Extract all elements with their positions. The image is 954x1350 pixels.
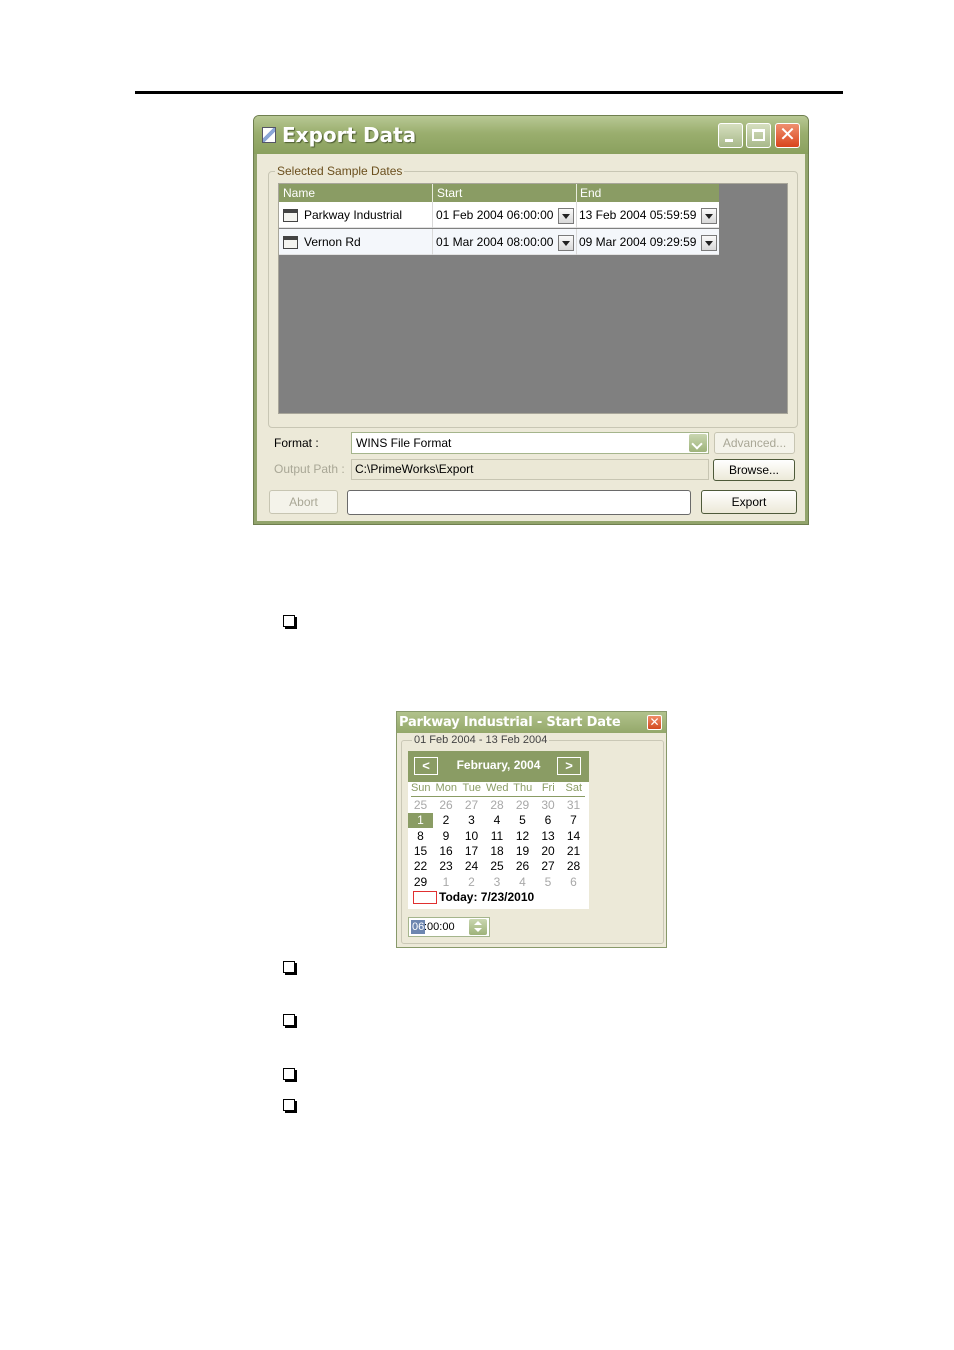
date-range-label: 01 Feb 2004 - 13 Feb 2004 (414, 734, 548, 746)
calendar-day[interactable]: 7 (570, 813, 577, 828)
close-icon: ✕ (779, 124, 796, 146)
row-start-date[interactable]: 01 Feb 2004 06:00:00 (436, 208, 554, 222)
calendar-day[interactable]: 9 (442, 828, 450, 843)
calendar-day[interactable]: 15 (413, 843, 428, 858)
time-stepper[interactable] (408, 917, 490, 937)
export-button[interactable]: Export (701, 490, 797, 514)
selected-day[interactable]: 1 (408, 813, 433, 828)
column-header-name[interactable]: Name (283, 186, 316, 200)
spinner-icon[interactable] (469, 919, 487, 935)
calendar-day[interactable]: 3 (468, 813, 475, 828)
next-month-button[interactable] (557, 757, 581, 775)
calendar-day[interactable]: 30 (541, 798, 555, 812)
today-marker[interactable] (413, 891, 437, 904)
calendar-day[interactable]: 13 (541, 828, 555, 843)
end-date-dropdown-button[interactable] (701, 235, 717, 251)
bullet-checkbox (283, 961, 295, 973)
export-progress-bar (347, 490, 691, 515)
format-value: WINS File Format (356, 436, 452, 450)
calendar-day[interactable]: 27 (541, 859, 555, 874)
calendar-day[interactable]: 21 (566, 843, 581, 858)
abort-button[interactable]: Abort (269, 490, 338, 514)
calendar-day[interactable]: 28 (490, 798, 504, 812)
time-hour-segment[interactable]: 06 (412, 921, 425, 933)
prev-month-button[interactable] (414, 757, 438, 775)
calendar-icon (283, 209, 298, 222)
maximize-button[interactable] (746, 123, 771, 148)
calendar-day[interactable]: 20 (541, 843, 555, 858)
calendar-day[interactable]: 29 (515, 798, 530, 812)
row-start-date[interactable]: 01 Mar 2004 08:00:00 (436, 235, 554, 249)
end-date-dropdown-button[interactable] (701, 208, 717, 224)
calendar-day[interactable]: 8 (417, 828, 424, 843)
export-data-window (253, 115, 809, 525)
cell-divider (576, 229, 577, 255)
month-calendar[interactable] (408, 751, 589, 909)
weekday-header (408, 782, 589, 797)
calendar-day[interactable]: 1 (442, 874, 450, 889)
weekday-label: Tue (462, 782, 482, 794)
minimize-icon (725, 139, 733, 142)
calendar-day[interactable]: 31 (566, 798, 581, 812)
row-name: Parkway Industrial (304, 208, 403, 222)
calendar-day[interactable]: 5 (544, 874, 552, 889)
close-button[interactable] (775, 123, 800, 148)
weekday-label: Sat (565, 782, 582, 794)
window-title: Export Data (282, 123, 417, 147)
calendar-day[interactable]: 4 (493, 813, 501, 828)
weekday-label: Sun (410, 782, 431, 794)
group-label: Selected Sample Dates (277, 164, 403, 178)
calendar-day[interactable]: 26 (439, 798, 453, 812)
chevron-left-icon: < (422, 758, 430, 773)
calendar-day[interactable]: 14 (566, 828, 581, 843)
month-title: February, 2004 (456, 758, 541, 772)
start-date-dropdown-button[interactable] (558, 208, 574, 224)
calendar-titlebar[interactable] (397, 712, 666, 733)
minimize-button[interactable] (718, 123, 743, 148)
row-end-date[interactable]: 09 Mar 2004 09:29:59 (579, 235, 697, 249)
row-name: Vernon Rd (304, 235, 361, 249)
time-minute-second[interactable]: :00:00 (424, 921, 455, 933)
calendar-day[interactable]: 27 (464, 798, 479, 812)
calendar-day[interactable]: 3 (493, 874, 501, 889)
calendar-icon (283, 236, 298, 249)
browse-button[interactable]: Browse... (713, 459, 795, 481)
calendar-day[interactable]: 25 (490, 859, 504, 874)
window-titlebar[interactable] (254, 116, 808, 154)
calendar-day[interactable]: 26 (515, 859, 530, 874)
column-header-end[interactable]: End (580, 186, 602, 200)
calendar-day[interactable]: 2 (468, 874, 475, 889)
calendar-day[interactable]: 11 (490, 828, 504, 843)
calendar-day[interactable]: 10 (464, 828, 479, 843)
advanced-button[interactable]: Advanced... (714, 432, 795, 454)
weekday-label: Fri (541, 782, 555, 794)
cell-divider (432, 229, 433, 255)
bullet-checkbox (283, 615, 295, 627)
today-link[interactable]: Today: 7/23/2010 (439, 890, 535, 904)
format-select[interactable] (351, 432, 709, 454)
table-header (279, 184, 719, 202)
weekday-label: Thu (513, 782, 533, 794)
month-header (408, 751, 589, 782)
cell-divider (432, 202, 433, 228)
calendar-day[interactable]: 24 (464, 859, 479, 874)
bullet-checkbox (283, 1014, 295, 1026)
calendar-day[interactable]: 25 (413, 798, 428, 812)
calendar-day[interactable]: 29 (413, 874, 428, 889)
app-icon (262, 127, 276, 143)
chevron-down-icon[interactable] (689, 434, 707, 452)
bullet-checkbox (283, 1099, 295, 1111)
output-path-label: Output Path : (274, 462, 345, 476)
close-icon: ✕ (649, 715, 660, 729)
calendar-day[interactable]: 16 (439, 843, 453, 858)
start-date-dropdown-button[interactable] (558, 235, 574, 251)
weekday-label: Wed (486, 782, 509, 794)
calendar-day[interactable]: 22 (413, 859, 428, 874)
bullet-checkbox (283, 1068, 295, 1080)
column-header-start[interactable]: Start (437, 186, 463, 200)
calendar-day[interactable]: 4 (519, 874, 526, 889)
cell-divider (576, 202, 577, 228)
output-path-field[interactable]: C:\PrimeWorks\Export (351, 459, 709, 480)
calendar-day[interactable]: 18 (490, 843, 504, 858)
table-row[interactable] (279, 229, 719, 255)
calendar-day[interactable]: 6 (544, 813, 552, 828)
column-separator[interactable] (432, 184, 433, 202)
start-date-calendar-popup (396, 711, 667, 948)
maximize-icon (752, 129, 765, 141)
calendar-day[interactable]: 17 (464, 843, 479, 858)
calendar-day[interactable]: 28 (566, 859, 581, 874)
calendar-day[interactable]: 5 (519, 813, 526, 828)
weekday-label: Mon (435, 782, 457, 794)
calendar-day[interactable]: 19 (515, 843, 530, 858)
calendar-title: Parkway Industrial - Start Date (399, 715, 621, 730)
format-label: Format : (274, 436, 319, 450)
calendar-day[interactable]: 2 (442, 813, 450, 828)
calendar-day[interactable]: 6 (570, 874, 577, 889)
calendar-day[interactable]: 12 (515, 828, 530, 843)
table-row[interactable] (279, 202, 719, 228)
calendar-close-button[interactable] (647, 715, 662, 730)
chevron-right-icon: > (565, 758, 573, 773)
page-header-rule (135, 91, 843, 94)
calendar-day[interactable]: 23 (439, 859, 453, 874)
weekday-rule (411, 796, 585, 797)
row-end-date[interactable]: 13 Feb 2004 05:59:59 (579, 208, 697, 222)
sample-dates-table[interactable] (278, 183, 788, 414)
column-separator[interactable] (576, 184, 577, 202)
